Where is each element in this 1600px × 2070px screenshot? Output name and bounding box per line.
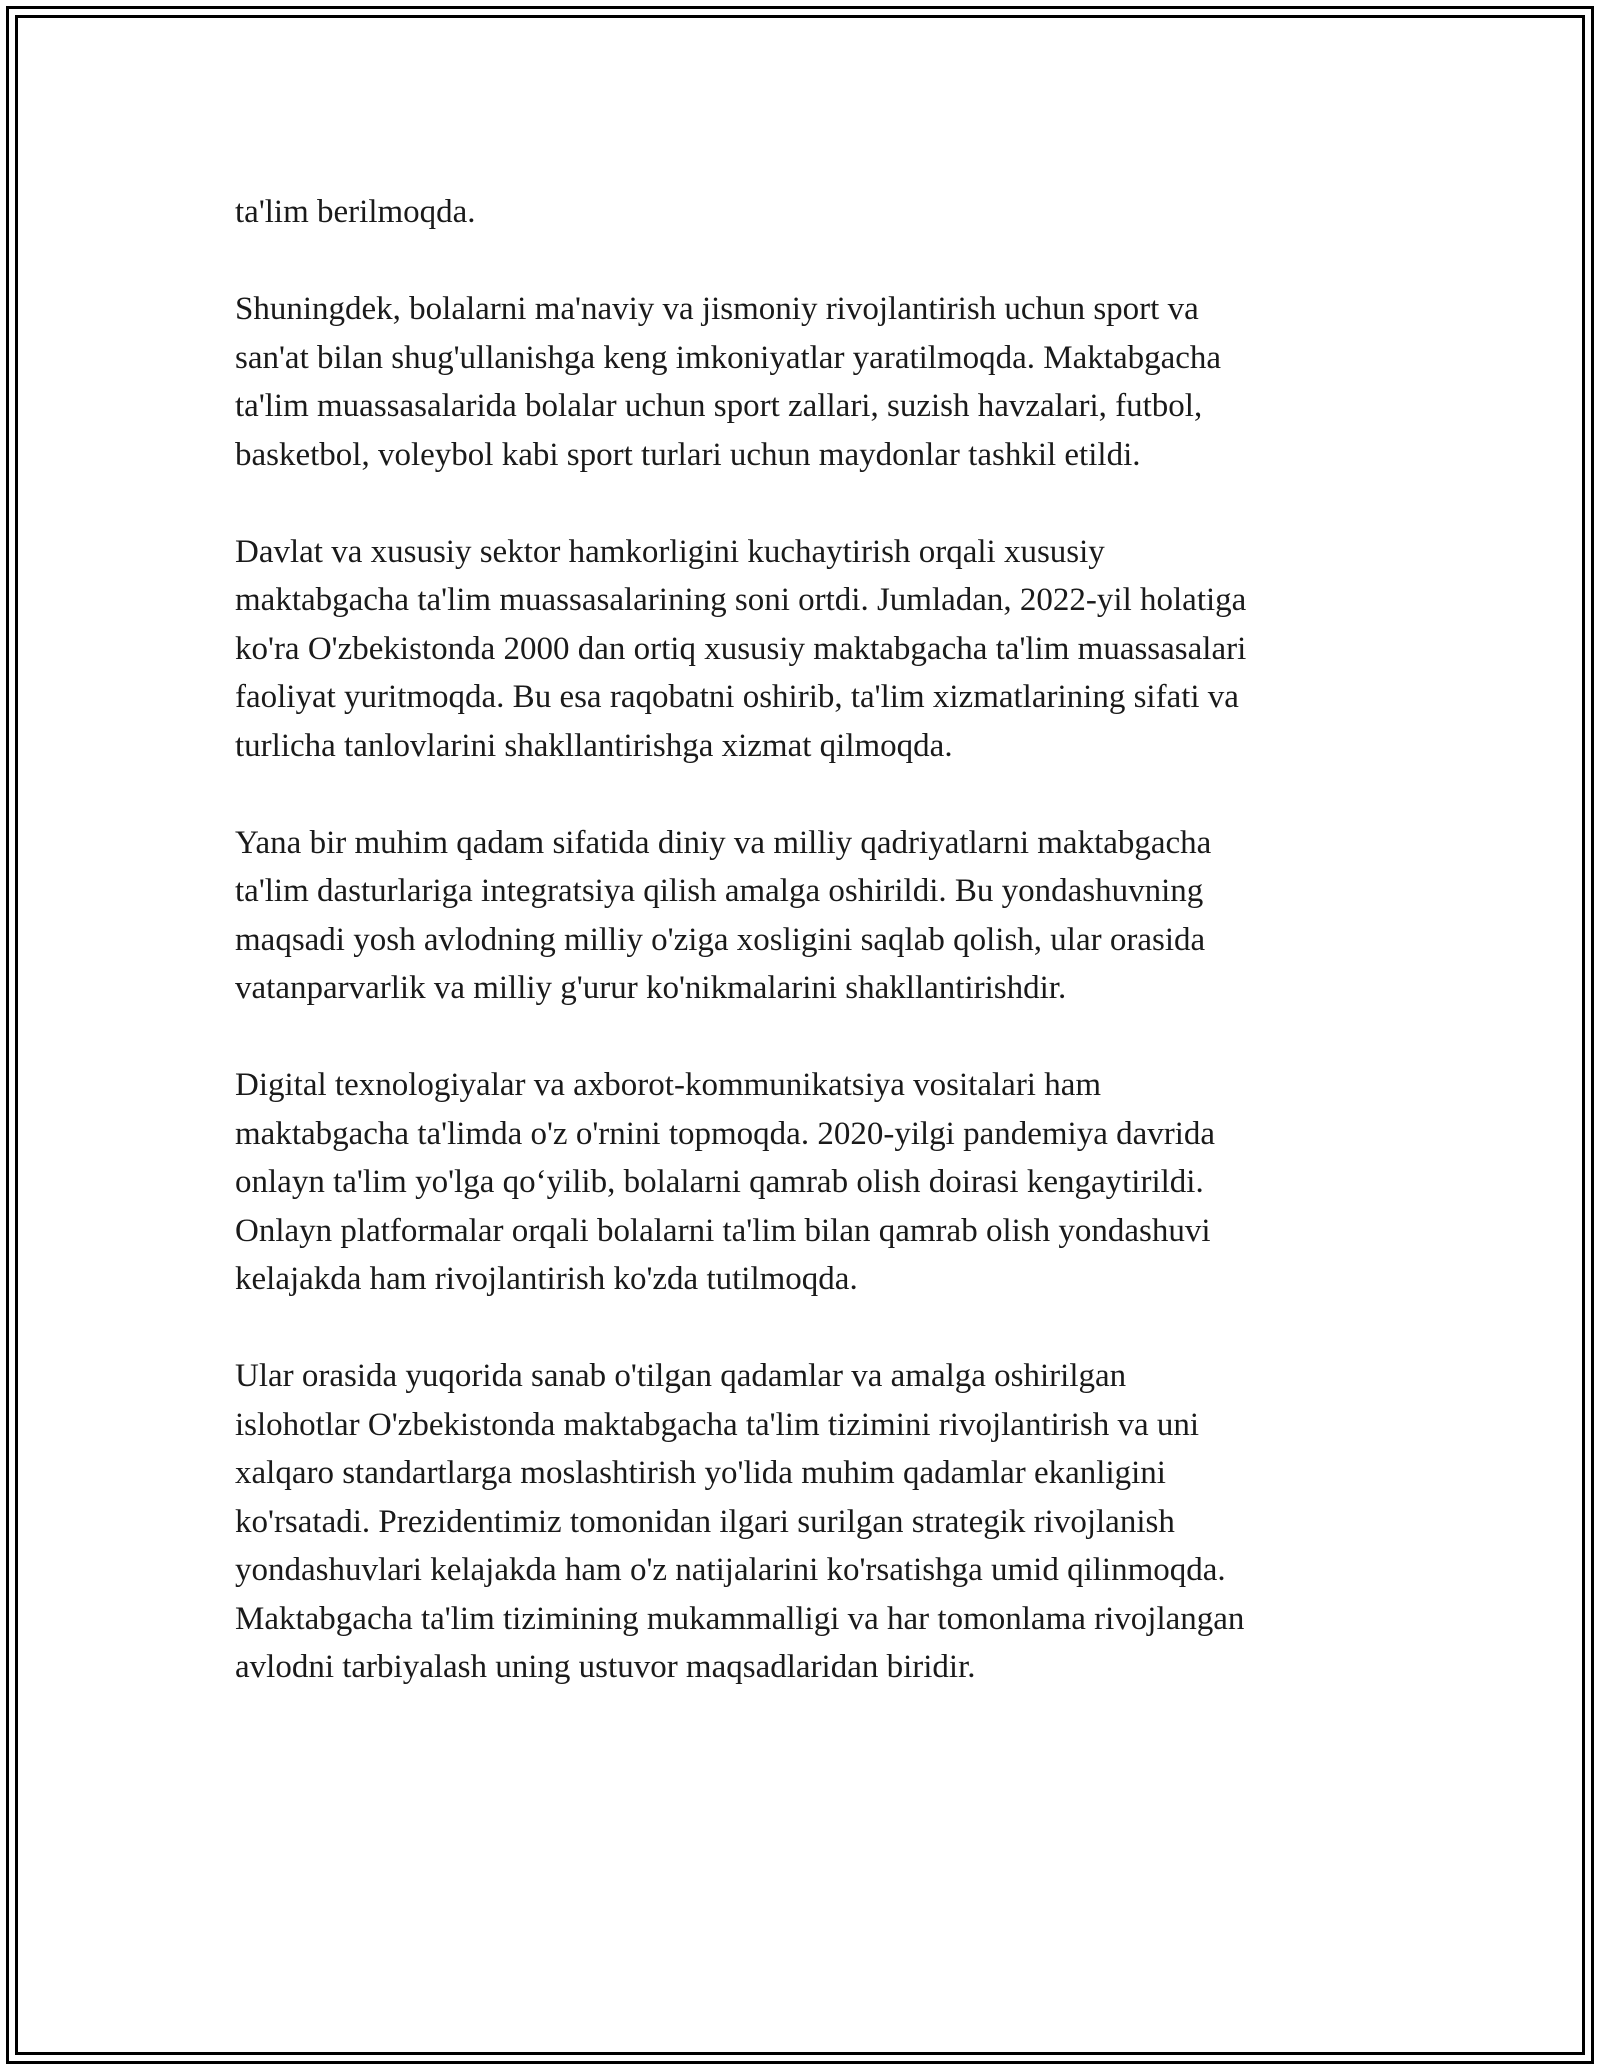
text-line: maktabgacha ta'lim muassasalarining soni ortdi. Jumladan, 2022-yil holatiga (235, 582, 1247, 618)
text-line: turlicha tanlovlarini shakllantirishga xizmat qilmoqda. (235, 727, 953, 764)
text-line: Ular orasida yuqorida sanab o'tilgan qadamlar va amalga oshirilgan (235, 1358, 1127, 1394)
text-line: Onlayn platformalar orqali bolalarni ta'lim bilan qamrab olish yondashuvi (235, 1212, 1211, 1249)
paragraph-4 (235, 819, 1395, 1013)
text-line: Digital texnologiyalar va axborot-kommunikatsiya vositalari ham (235, 1067, 1102, 1103)
text-line: ta'lim berilmoqda. (235, 194, 476, 230)
text-line: avlodni tarbiyalash uning ustuvor maqsadlaridan biridir. (235, 1649, 976, 1685)
paragraph-6 (235, 1352, 1395, 1692)
text-line: onlayn ta'lim yo'lga qo‘yilib, bolalarni qamrab olish doirasi kengaytirildi. (235, 1164, 1204, 1200)
text-line: ta'lim muassasalarida bolalar uchun sport zallari, suzish havzalari, futbol, (235, 388, 1203, 424)
text-line: maktabgacha ta'limda o'z o'rnini topmoqda. 2020-yilgi pandemiya davrida (235, 1115, 1216, 1152)
text-line: maqsadi yosh avlodning milliy o'ziga xosligini saqlab qolish, ular orasida (235, 921, 1206, 958)
document-body (235, 188, 1395, 1740)
paragraph-5 (235, 1061, 1395, 1304)
text-line: vatanparvarlik va milliy g'urur ko'nikmalarini shakllantirishdir. (235, 970, 1067, 1006)
text-line: ko'ra O'zbekistonda 2000 dan ortiq xususiy maktabgacha ta'lim muassasalari (235, 630, 1247, 667)
text-line: yondashuvlari kelajakda ham o'z natijalarini ko'rsatishga umid qilinmoqda. (235, 1552, 1226, 1588)
text-line: ta'lim dasturlariga integratsiya qilish amalga oshirildi. Bu yondashuvning (235, 873, 1204, 909)
text-line: xalqaro standartlarga moslashtirish yo'lida muhim qadamlar ekanligini (235, 1455, 1166, 1491)
text-line: Yana bir muhim qadam sifatida diniy va milliy qadriyatlarni maktabgacha (235, 824, 1212, 861)
paragraph-2 (235, 285, 1395, 479)
text-line: basketbol, voleybol kabi sport turlari uchun maydonlar tashkil etildi. (235, 436, 1141, 473)
paragraph-1 (235, 188, 1395, 237)
text-line: Shuningdek, bolalarni ma'naviy va jismoniy rivojlantirish uchun sport va (235, 291, 1199, 327)
text-line: kelajakda ham rivojlantirish ko'zda tutilmoqda. (235, 1261, 858, 1297)
text-line: Davlat va xususiy sektor hamkorligini kuchaytirish orqali xususiy (235, 533, 1105, 570)
text-line: faoliyat yuritmoqda. Bu esa raqobatni oshirib, ta'lim xizmatlarining sifati va (235, 679, 1239, 715)
text-line: ko'rsatadi. Prezidentimiz tomonidan ilgari surilgan strategik rivojlanish (235, 1503, 1175, 1540)
text-line: Maktabgacha ta'lim tizimining mukammalligi va har tomonlama rivojlangan (235, 1600, 1245, 1637)
text-line: san'at bilan shug'ullanishga keng imkoniyatlar yaratilmoqda. Maktabgacha (235, 339, 1222, 376)
text-line: islohotlar O'zbekistonda maktabgacha ta'lim tizimini rivojlantirish va uni (235, 1406, 1200, 1443)
paragraph-3 (235, 528, 1395, 771)
